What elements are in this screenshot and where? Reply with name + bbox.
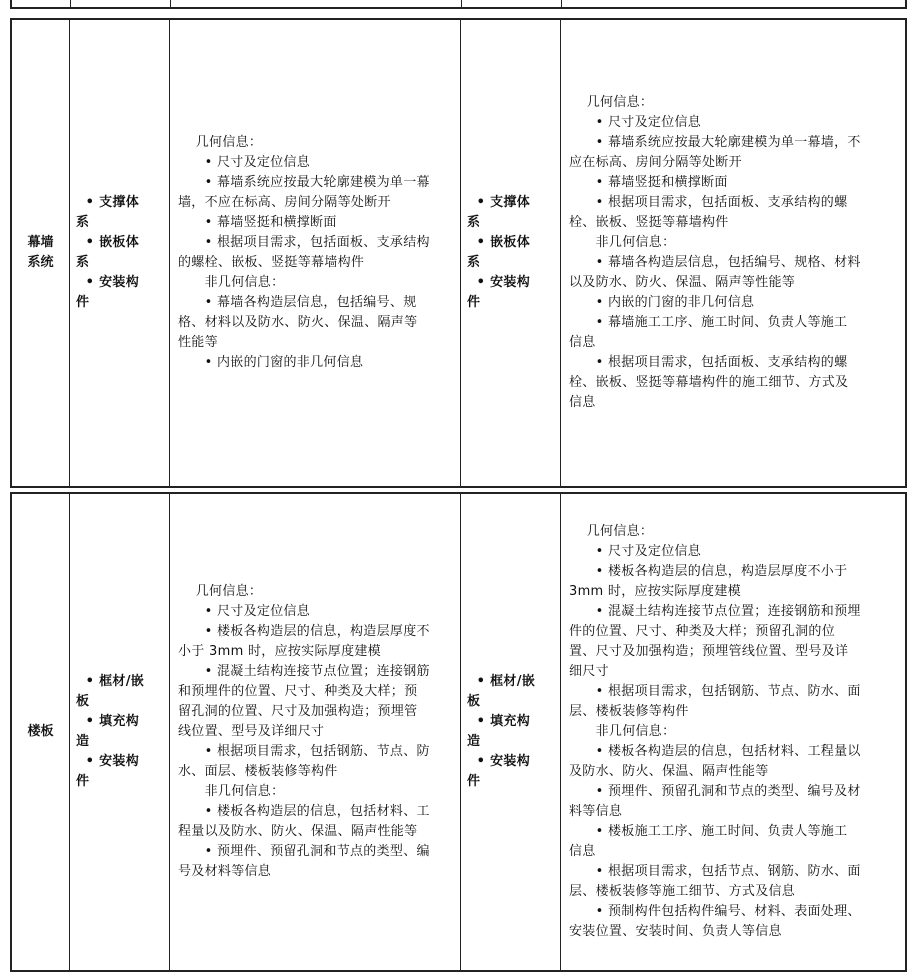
element-line: • 填充构	[467, 714, 530, 729]
content-line: 格、材料以及防水、防火、保温、隔声等	[178, 315, 418, 330]
element-line: • 支撑体	[467, 195, 530, 210]
content-line: 层、楼板装修等施工细节、方式及信息	[569, 884, 796, 899]
content-line: 号及材料等信息	[178, 864, 272, 879]
content-line: • 尺寸及定位信息	[569, 544, 702, 559]
element-line: • 填充构	[76, 714, 139, 729]
content-line: 信息	[569, 335, 596, 350]
element-line: 系	[76, 215, 90, 230]
element-line: • 安装构	[467, 754, 530, 769]
content-line: • 幕墙竖挺和横撑断面	[569, 175, 728, 190]
content-line: • 预埋件、预留孔洞和节点的类型、编	[178, 844, 430, 859]
content-line: • 根据项目需求，包括面板、支承结构的螺	[569, 195, 848, 210]
content-line: • 楼板各构造层的信息，构造层厚度不小于	[569, 564, 848, 579]
content-line: • 根据项目需求，包括钢筋、节点、防水、面	[569, 684, 861, 699]
content-line: 栓、嵌板、竖挺等幕墙构件	[569, 215, 729, 230]
content-line: 件的位置、尺寸、种类及大样；预留孔洞的位	[569, 624, 836, 639]
content-line: 及防水、防火、保温、隔声性能等	[569, 764, 769, 779]
content-line: 墙，不应在标高、房间分隔等处断开	[178, 195, 391, 210]
element-line: 造	[76, 734, 90, 749]
elements-cell-right	[461, 494, 561, 970]
element-line: • 嵌板体	[76, 235, 139, 250]
content-line: • 尺寸及定位信息	[178, 155, 311, 170]
content-line: 线位置、型号及详细尺寸	[178, 724, 325, 739]
content-line: • 根据项目需求，包括面板、支承结构的螺	[569, 355, 848, 370]
content-line: 留孔洞的位置、尺寸及加强构造；预埋管	[178, 704, 418, 719]
category-cell	[12, 494, 70, 970]
element-line: 系	[76, 255, 90, 270]
element-line: 造	[467, 734, 481, 749]
category-cell	[12, 20, 70, 486]
content-line: • 幕墙系统应按最大轮廓建模为单一幕墙，不	[569, 135, 861, 150]
element-line: 板	[467, 694, 481, 709]
content-line: • 根据项目需求，包括节点、钢筋、防水、面	[569, 864, 861, 879]
content-line: • 混凝土结构连接节点位置；连接钢筋和预埋	[569, 604, 861, 619]
element-line: • 安装构	[76, 275, 139, 290]
content-line: 信息	[569, 395, 596, 410]
content-line: • 预制构件包括构件编号、材料、表面处理、	[569, 904, 861, 919]
content-line: • 幕墙各构造层信息，包括编号、规格、材料	[569, 255, 861, 270]
content-line: 3mm 时，应按实际厚度建模	[569, 584, 741, 599]
content-line: • 预埋件、预留孔洞和节点的类型、编号及材	[569, 784, 861, 799]
content-line: • 内嵌的门窗的非几何信息	[178, 355, 364, 370]
element-line: 系	[467, 215, 481, 230]
content-line: 水、面层、楼板装修等构件	[178, 764, 338, 779]
content-line: 以及防水、防火、保温、隔声等性能等	[569, 275, 796, 290]
content-line: • 尺寸及定位信息	[569, 115, 702, 130]
content-line: • 根据项目需求，包括面板、支承结构	[178, 235, 430, 250]
content-line: • 幕墙系统应按最大轮廓建模为单一幕	[178, 175, 430, 190]
table-row-floor-slab	[10, 492, 907, 972]
content-cell-left	[170, 494, 461, 970]
content-line: 应在标高、房间分隔等处断开	[569, 155, 742, 170]
content-line: 非几何信息：	[569, 724, 676, 739]
content-line: 几何信息：	[569, 524, 654, 539]
category-label: 楼板	[27, 724, 54, 739]
content-line: • 幕墙各构造层信息，包括编号、规	[178, 295, 417, 310]
content-line: 几何信息：	[178, 135, 263, 150]
content-line: 非几何信息：	[178, 275, 285, 290]
content-line: 非几何信息：	[569, 235, 676, 250]
element-line: 件	[76, 295, 90, 310]
element-line: • 支撑体	[76, 195, 139, 210]
content-line: 信息	[569, 844, 596, 859]
content-line: • 楼板各构造层的信息，包括材料、工	[178, 804, 430, 819]
content-line: • 幕墙施工工序、施工时间、负责人等施工	[569, 315, 848, 330]
table-row-curtain-wall	[10, 18, 907, 488]
content-line: • 混凝土结构连接节点位置；连接钢筋	[178, 664, 430, 679]
content-line: • 内嵌的门窗的非几何信息	[569, 295, 755, 310]
content-line: • 楼板各构造层的信息，构造层厚度不	[178, 624, 430, 639]
content-line: 性能等	[178, 335, 218, 350]
element-line: • 安装构	[467, 275, 530, 290]
content-line: 栓、嵌板、竖挺等幕墙构件的施工细节、方式及	[569, 375, 849, 390]
content-line: 的螺栓、嵌板、竖挺等幕墙构件	[178, 255, 365, 270]
content-cell-right	[561, 494, 905, 970]
element-line: • 安装构	[76, 754, 139, 769]
content-line: 几何信息：	[569, 95, 654, 110]
content-line: 料等信息	[569, 804, 623, 819]
content-cell-left	[170, 20, 461, 486]
content-cell-right	[561, 20, 905, 486]
element-line: 系	[467, 255, 481, 270]
content-line: 非几何信息：	[178, 784, 285, 799]
content-line: • 幕墙竖挺和横撑断面	[178, 215, 337, 230]
content-line: 几何信息：	[178, 584, 263, 599]
category-label: 幕墙 系统	[27, 235, 54, 270]
element-line: 板	[76, 694, 90, 709]
content-line: • 根据项目需求，包括钢筋、节点、防	[178, 744, 430, 759]
content-line: 细尺寸	[569, 664, 609, 679]
element-line: 件	[76, 774, 90, 789]
element-line: • 框材/嵌	[76, 674, 145, 689]
content-line: • 楼板各构造层的信息，包括材料、工程量以	[569, 744, 861, 759]
element-line: • 框材/嵌	[467, 674, 536, 689]
previous-table-row-stub	[10, 0, 907, 9]
element-line: 件	[467, 295, 481, 310]
elements-cell-right	[461, 20, 561, 486]
element-line: 件	[467, 774, 481, 789]
content-line: 安装位置、安装时间、负责人等信息	[569, 924, 782, 939]
elements-cell-left	[70, 494, 170, 970]
content-line: 置、尺寸及加强构造；预埋管线位置、型号及详	[569, 644, 849, 659]
elements-cell-left	[70, 20, 170, 486]
content-line: 和预埋件的位置、尺寸、种类及大样；预	[178, 684, 418, 699]
content-line: • 尺寸及定位信息	[178, 604, 311, 619]
content-line: • 楼板施工工序、施工时间、负责人等施工	[569, 824, 848, 839]
content-line: 层、楼板装修等构件	[569, 704, 689, 719]
content-line: 小于 3mm 时，应按实际厚度建模	[178, 644, 381, 659]
content-line: 程量以及防水、防火、保温、隔声性能等	[178, 824, 418, 839]
element-line: • 嵌板体	[467, 235, 530, 250]
